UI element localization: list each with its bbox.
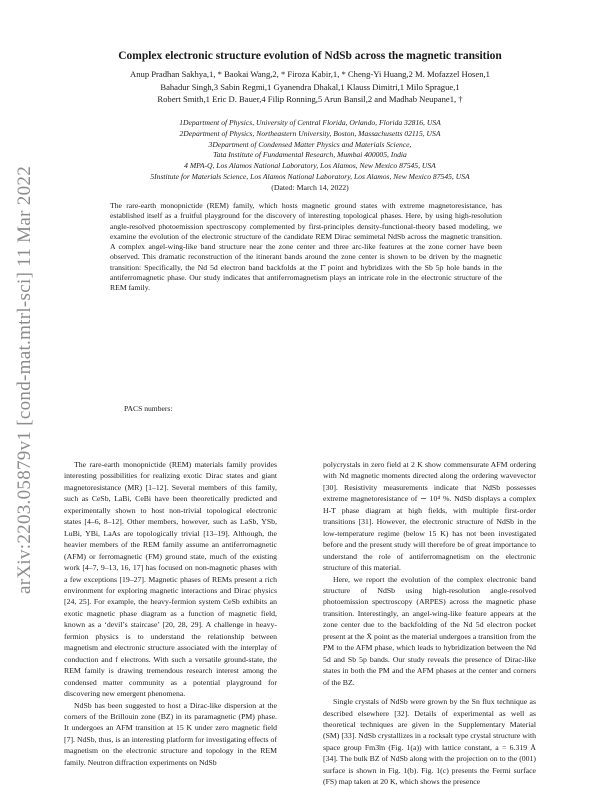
paper-title: Complex electronic structure evolution of NdSb across the magnetic transition: [118, 50, 502, 62]
left-column: [64, 459, 277, 768]
body-paragraph: polycrystals in zero field at 2 K show commensurate AFM ordering with Nd magnetic moments directed along the ordering wavevector [30]. Resistivity measurements indicate that NdSb possesses extreme magnetoresistance of ∼ 10⁴ %. NdSb displays a complex H-T phase diagram at high fields, with multiple first-order transitions [31]. However, the electronic structure of NdSb in the low-temperature regime (below 15 K) has not been investigated before and the present study will therefore be of great importance to understand the role of antiferromagnetism on the electronic structure of this material.: [323, 460, 536, 573]
abstract: The rare-earth monopnictide (REM) family, which hosts magnetic ground states with extreme magnetoresistance, has established itself as a fruitful playground for the discovery of interesting topological phases. Here, by using high-resolution angle-resolved photoemission spectroscopy complemented by first-principles density-functional-theory based modeling, we examine the evolution of the electronic structure of the candidate REM Dirac semimetal NdSb across the magnetic transition. A complex angel-wing-like band structure near the zone center and three arc-like features at the zone corner have been observed. This dramatic reconstruction of the itinerant bands around the zone center is shown to be driven by the magnetic transition: Specifically, the Nd 5d electron band backfolds at the Γ̄ point and hybridizes with the Sb 5p hole bands in the antiferromagnetic phase. Our study indicates that antiferromagnetism plays an intricate role in the electronic structure of the REM family.: [110, 201, 502, 293]
affiliation-line: 5Institute for Materials Science, Los Alamos National Laboratory, Los Alamos, New Mexico 87545, USA: [150, 171, 470, 181]
body-paragraph: Here, we report the evolution of the complex electronic band structure of NdSb using high-resolution angle-resolved photoemission spectroscopy (ARPES) across the magnetic phase transition. Interestingly, an angel-wing-like feature appears at the zone center due to the backfolding of the Nd 5d electron pocket present at the X̄ point as the material undergoes a transition from the PM to the AFM phase, which leads to hybridization between the Nd 5d and Sb 5p bands. Our study reveals the presence of Dirac-like states in both the PM and the AFM phases at the center and corners of the BZ.: [323, 574, 536, 687]
date-line: (Dated: March 14, 2022): [271, 183, 349, 192]
arxiv-sidebar: [8, 160, 42, 600]
affiliation-line: 2Department of Physics, Northeastern University, Boston, Massachusetts 02115, USA: [179, 128, 441, 138]
pacs-numbers: PACS numbers:: [124, 404, 173, 413]
author-line: Anup Pradhan Sakhya,1, * Baokai Wang,2, * Firoza Kabir,1, * Cheng-Yi Huang,2 M. Mofazzel Hosen,1: [130, 69, 490, 79]
affiliation-line: 4 MPA-Q, Los Alamos National Laboratory, Los Alamos, New Mexico 87545, USA: [184, 161, 436, 171]
body-paragraph: NdSb has been suggested to host a Dirac-like dispersion at the corners of the Brillouin zone (BZ) in its paramagnetic (PM) phase. It undergoes an AFM transition at 15 K under zero magnetic field [7]. NdSb, thus, is an interesting platform for investigating effects of magnetism on the electronic structure and topology in the REM family. Neutron diffraction experiments on NdSb: [64, 700, 277, 767]
paragraph-gap: [323, 688, 536, 696]
author-line: Robert Smith,1 Eric D. Bauer,4 Filip Ronning,5 Arun Bansil,2 and Madhab Neupane1, †: [157, 94, 463, 104]
affiliation-list: [60, 118, 560, 183]
arxiv-identifier: arXiv:2203.05879v1 [cond-mat.mtrl-sci] 11 Mar 2022: [14, 166, 35, 594]
right-column: [323, 459, 536, 788]
affiliation-line: Tata Institute of Fundamental Research, Mumbai 400005, India: [213, 150, 407, 160]
author-line: Bahadur Singh,3 Sabin Regmi,1 Gyanendra Dhakal,1 Klauss Dimitri,1 Milo Sprague,1: [160, 81, 460, 92]
body-paragraph: Single crystals of NdSb were grown by the Sn flux technique as described elsewhere [32]. Details of experimental as well as theoretical techniques are given in the Supplementary Material (SM) [33]. NdSb crystallizes in a rocksalt type crystal structure with space group Fm3̄m (Fig. 1(a)) with lattice constant, a = 6.319 Å [34]. The bulk BZ of NdSb along with the projection on to the (001) surface is shown in Fig. 1(b). Fig. 1(c) presents the Fermi surface (FS) map taken at 20 K, which shows the presence: [323, 697, 536, 787]
affiliation-line: 3Department of Condensed Matter Physics and Materials Science,: [208, 139, 412, 149]
affiliation-line: 1Department of Physics, University of Central Florida, Orlando, Florida 32816, USA: [179, 118, 441, 127]
body-paragraph: The rare-earth monopnictide (REM) materials family provides interesting possibilities for realizing exotic Dirac states and giant magnetoresistance (MR) [1–12]. Several members of this family, such as CeSb, LaBi, CeBi have been theoretically predicted and experimentally shown to host non-trivial topological electronic states [4–6, 8–12]. Other members, however, such as LaSb, YSb, LuBi, YBi, LaAs are topologically trivial [13–19]. Although, the heavier members of the REM family assume an antiferromagnetic (AFM) or ferromagnetic (FM) ground state, much of the existing work [4–7, 9–13, 16, 17] has focused on non-magnetic phases with a few exceptions [19–27]. Magnetic phases of REMs present a rich environment for exploring magnetic interactions and Dirac physics [24, 25]. For example, the heavy-fermion system CeSb exhibits an exotic magnetic phase diagram as a function of magnetic field, known as a ‘devil’s staircase’ [20, 28, 29]. A challenge in heavy-fermion physics is to understand the relationship between magnetism and electronic structure associated with the interplay of conduction and f electrons. With such a versatile ground-state, the REM family is drawing tremendous research interest among the condensed matter community as a potential playground for discovering new emergent phenomena.: [64, 460, 277, 699]
author-list: [70, 68, 550, 106]
